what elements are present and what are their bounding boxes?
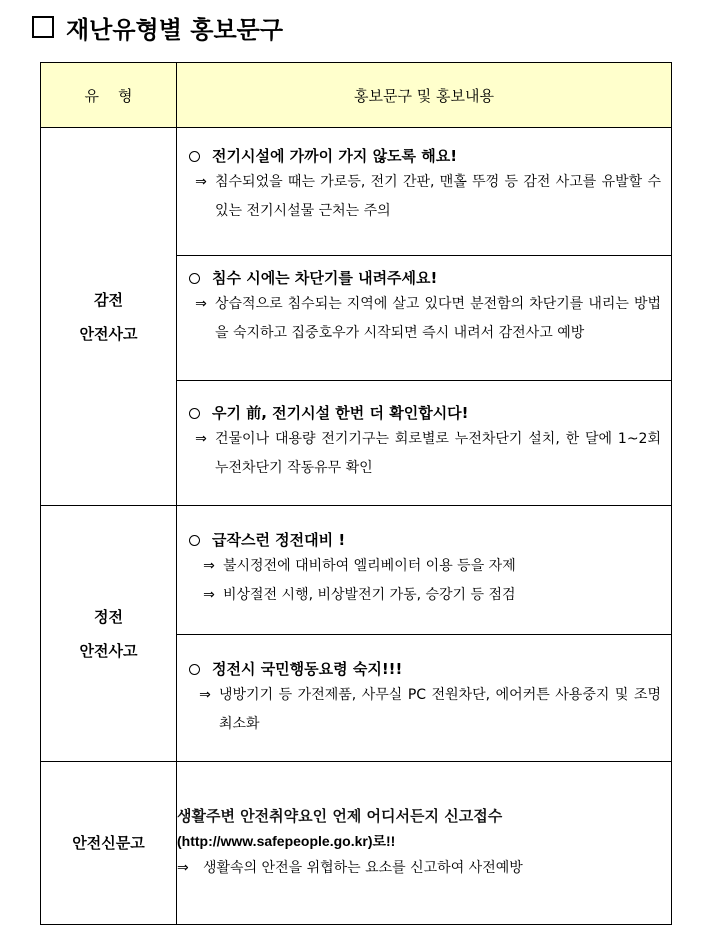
item-heading-text: 급작스런 정전대비 ! <box>212 531 346 549</box>
type-cell-blackout <box>41 506 177 762</box>
disaster-promo-table <box>40 62 672 925</box>
item-heading <box>187 266 661 290</box>
item-body-text: 침수되었을 때는 가로등, 전기 간판, 맨홀 뚜껑 등 감전 사고를 유발할 수 있는 전기시설물 근처는 주의 <box>215 174 661 219</box>
page-title <box>32 10 283 44</box>
content-cell <box>177 128 672 256</box>
report-body-text: 생활속의 안전을 위협하는 요소를 신고하여 사전예방 <box>203 860 523 876</box>
arrow-icon: ⇒ <box>177 860 189 876</box>
type-cell-report: 안전신문고 <box>41 762 177 925</box>
type-line1: 정전 <box>94 607 123 626</box>
report-url: (http://www.safepeople.go.kr)로!! <box>177 833 396 849</box>
checkbox-square-icon <box>32 16 54 38</box>
item-heading <box>187 401 661 425</box>
circle-bullet-icon <box>189 408 200 419</box>
content-cell <box>177 762 672 925</box>
arrow-icon: ⇒ <box>203 587 215 603</box>
arrow-icon: ⇒ <box>195 431 207 447</box>
arrow-icon: ⇒ <box>195 296 207 312</box>
table-row <box>41 762 672 925</box>
item-heading <box>187 657 661 681</box>
type-line1: 감전 <box>94 290 123 309</box>
item-heading-text: 전기시설에 가까이 가지 않도록 해요! <box>212 147 458 165</box>
report-text: 생활주변 안전취약요인 언제 어디서든지 신고접수 <box>177 807 503 825</box>
item-heading <box>187 144 661 168</box>
item-body <box>187 581 661 610</box>
circle-bullet-icon <box>189 151 200 162</box>
item-body <box>187 425 661 483</box>
item-body-text: 불시정전에 대비하여 엘리베이터 이용 등을 자제 <box>223 558 516 574</box>
item-body <box>187 552 661 581</box>
item-body <box>187 290 661 348</box>
content-cell <box>177 381 672 506</box>
type-cell-electric <box>41 128 177 506</box>
circle-bullet-icon <box>189 664 200 675</box>
item-heading <box>187 528 661 552</box>
content-cell <box>177 635 672 762</box>
arrow-icon: ⇒ <box>195 174 207 190</box>
type-line2: 안전사고 <box>79 324 138 343</box>
type-line2: 안전사고 <box>79 641 138 660</box>
item-heading-text: 정전시 국민행동요령 숙지!!! <box>212 660 403 678</box>
table-row <box>41 128 672 256</box>
table-header-row <box>41 63 672 128</box>
item-body-text: 건물이나 대용량 전기기구는 회로별로 누전차단기 설치, 한 달에 1~2회 누전차단기 작동유무 확인 <box>215 431 661 476</box>
item-body-text: 상습적으로 침수되는 지역에 살고 있다면 분전함의 차단기를 내리는 방법을 숙지하고 집중호우가 시작되면 즉시 내려서 감전사고 예방 <box>215 296 661 341</box>
report-body <box>177 853 671 883</box>
content-cell <box>177 506 672 635</box>
header-type: 유 형 <box>41 63 177 128</box>
arrow-icon: ⇒ <box>203 558 215 574</box>
item-body-text: 냉방기기 등 가전제품, 사무실 PC 전원차단, 에어커튼 사용중지 및 조명 최소화 <box>219 687 661 732</box>
circle-bullet-icon <box>189 535 200 546</box>
page-title-text: 재난유형별 홍보문구 <box>66 15 284 44</box>
arrow-icon: ⇒ <box>199 687 211 703</box>
item-heading-text: 우기 前, 전기시설 한번 더 확인합시다! <box>212 404 469 422</box>
item-heading-text: 침수 시에는 차단기를 내려주세요! <box>212 269 438 287</box>
table-row <box>41 506 672 635</box>
circle-bullet-icon <box>189 273 200 284</box>
content-cell <box>177 256 672 381</box>
item-body-text: 비상절전 시행, 비상발전기 가동, 승강기 등 점검 <box>223 587 516 603</box>
item-body <box>187 168 661 226</box>
header-content: 홍보문구 및 홍보내용 <box>177 63 672 128</box>
item-body <box>187 681 661 739</box>
